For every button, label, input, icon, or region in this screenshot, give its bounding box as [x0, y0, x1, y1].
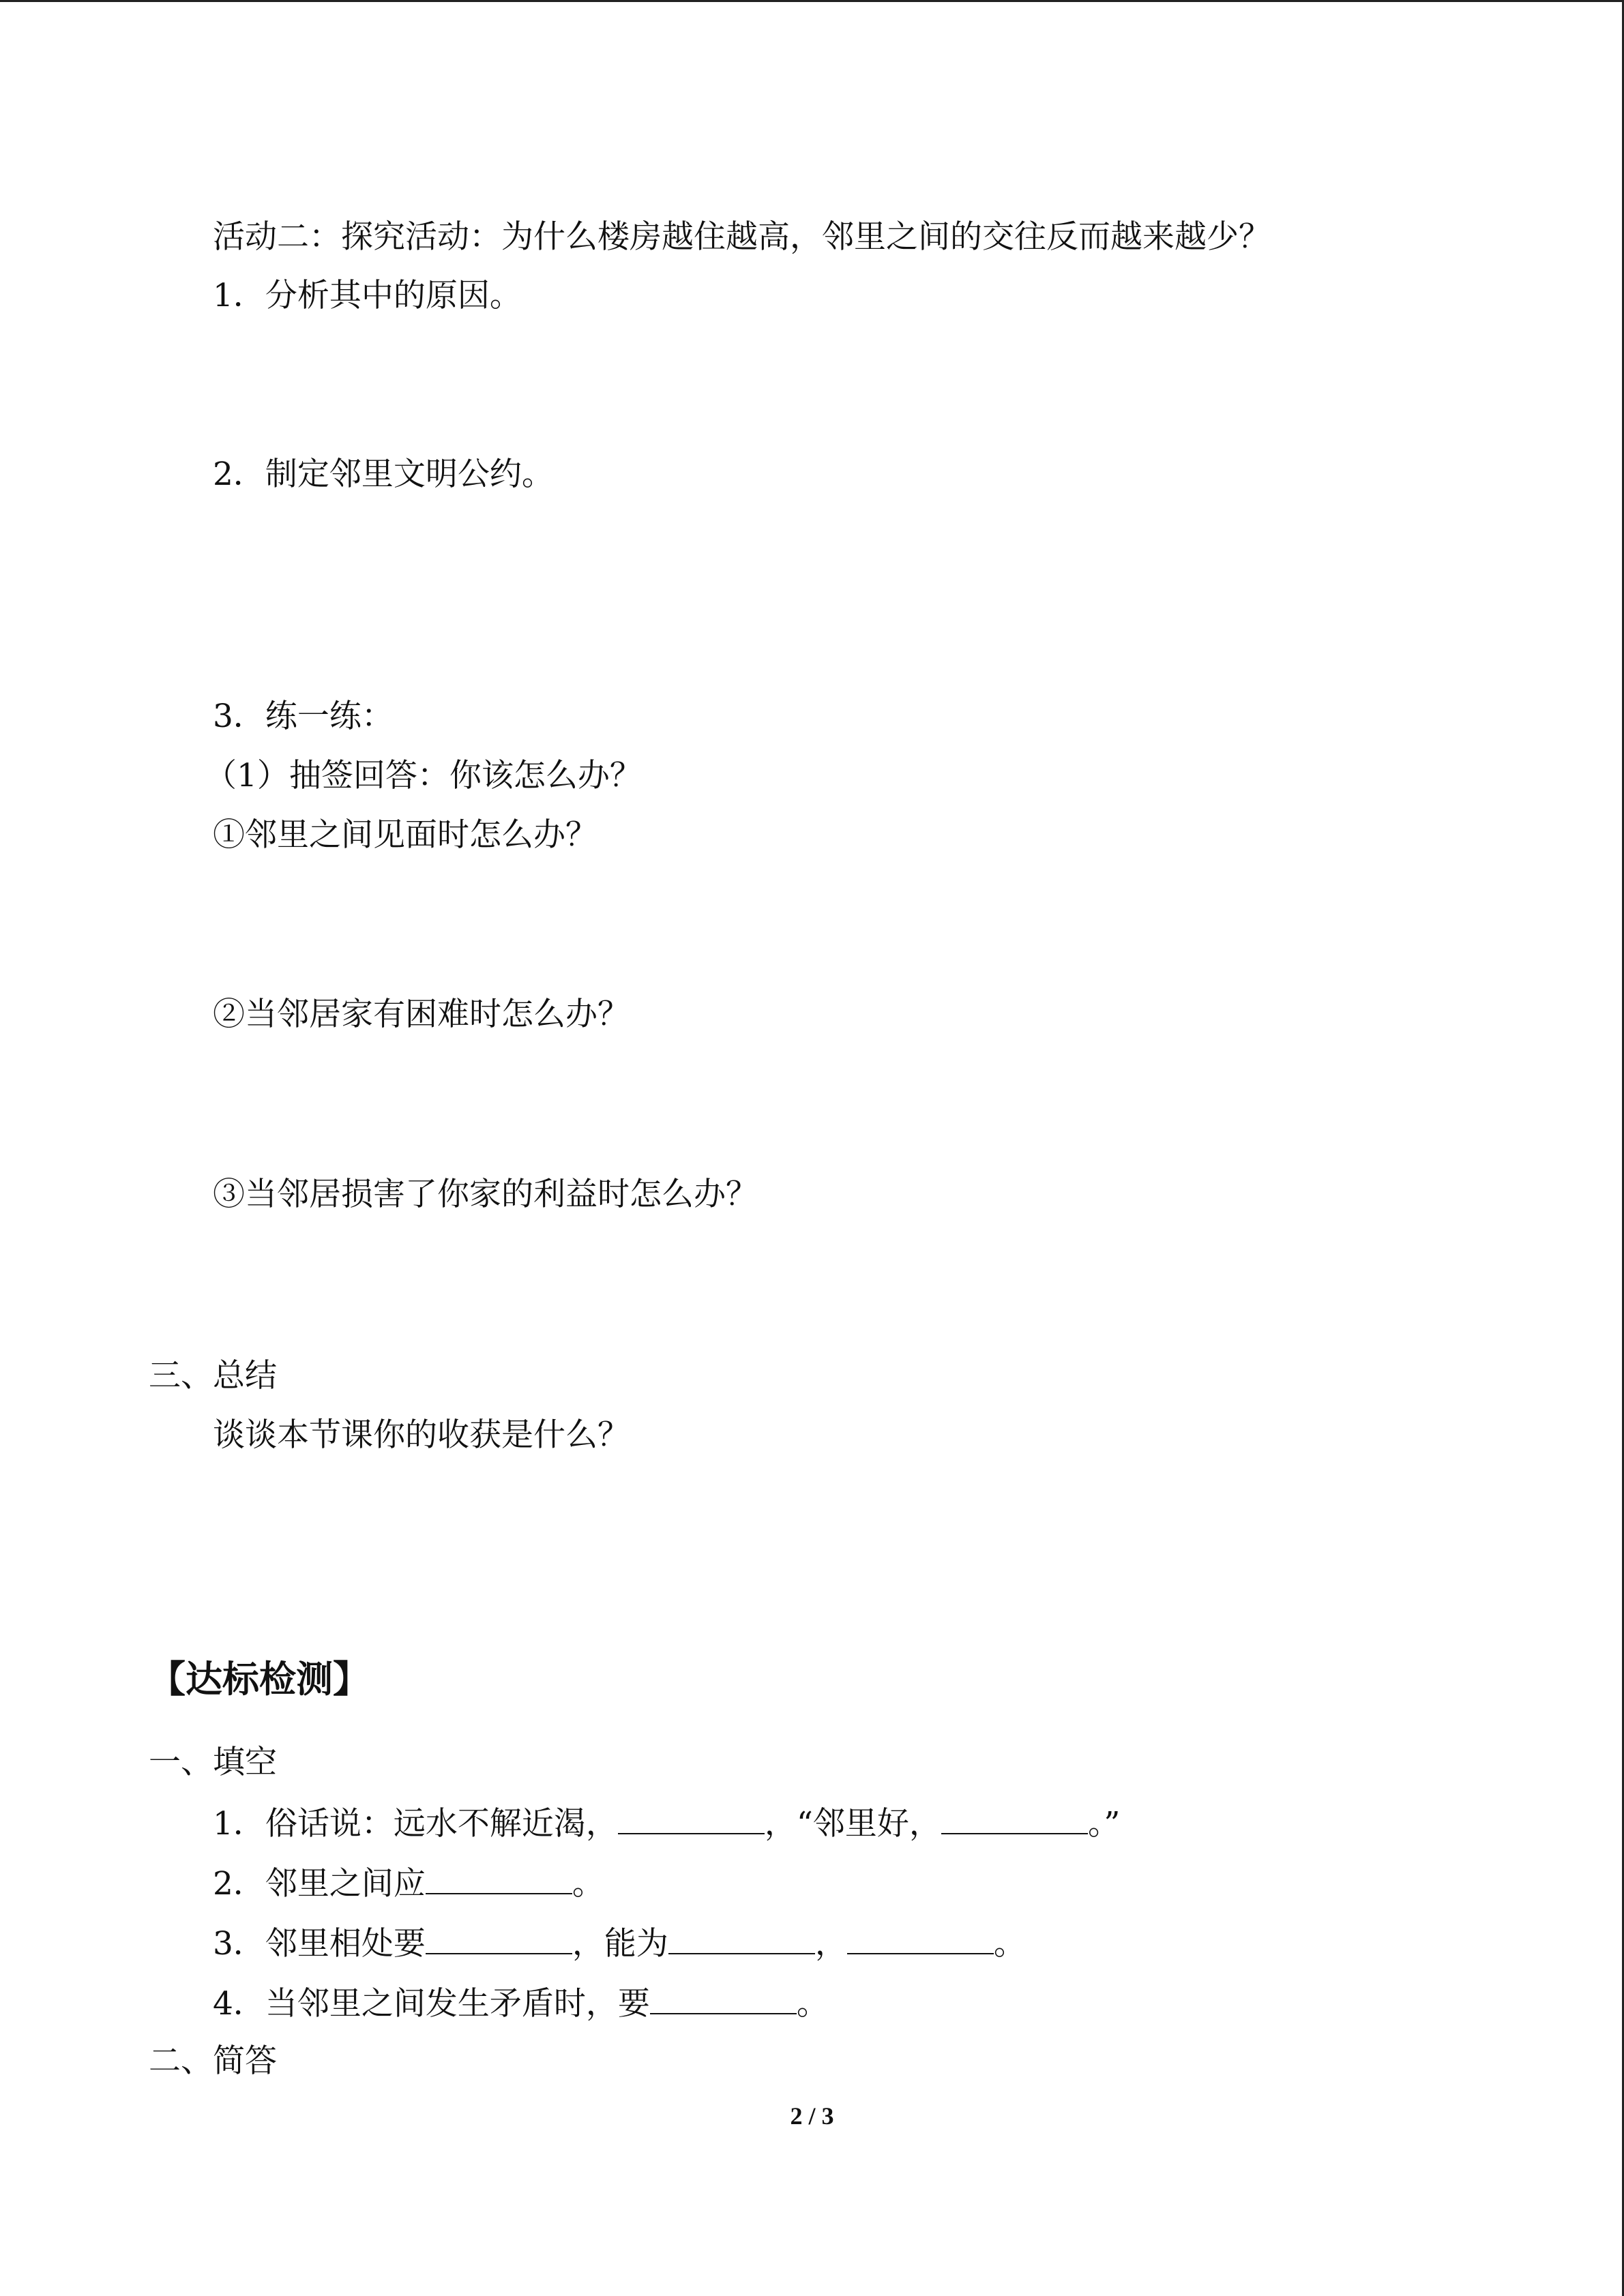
blank-1a[interactable] [618, 1802, 765, 1834]
summary-question: 谈谈本节课你的收获是什么？ [213, 1416, 630, 1454]
fill-item-4 [213, 1982, 829, 2025]
scenario-2: ②当邻居家有困难时怎么办？ [213, 996, 630, 1033]
fill-item-1-text-b: ，“邻里好， [764, 1805, 941, 1843]
question-3: 3．练一练： [213, 698, 394, 735]
summary-heading: 三、总结 [149, 1357, 277, 1395]
blank-3b[interactable] [668, 1922, 815, 1954]
blank-3a[interactable] [426, 1922, 572, 1954]
blank-3c[interactable] [847, 1922, 994, 1954]
scenario-3: ③当邻居损害了你家的利益时怎么办？ [213, 1176, 758, 1213]
page-number: 2 / 3 [790, 2102, 834, 2130]
blank-2[interactable] [426, 1862, 572, 1894]
question-2: 2．制定邻里文明公约。 [213, 456, 554, 493]
fill-item-3-text-c: ， [814, 1925, 847, 1963]
question-3-sub: （1）抽签回答：你该怎么办？ [205, 757, 642, 794]
fill-item-2-text-b: 。 [572, 1865, 604, 1903]
scenario-1: ①邻里之间见面时怎么办？ [213, 816, 597, 854]
question-1: 1．分析其中的原因。 [213, 277, 522, 314]
fill-item-4-text-b: 。 [796, 1985, 829, 2023]
fill-item-3-text-d: 。 [993, 1925, 1026, 1963]
short-answer-heading: 二、简答 [149, 2042, 277, 2080]
fill-item-3 [213, 1922, 1026, 1965]
fill-item-4-text-a: 4．当邻里之间发生矛盾时，要 [213, 1985, 650, 2023]
activity-title: 活动二：探究活动：为什么楼房越住越高，邻里之间的交往反而越来越少？ [213, 218, 1271, 256]
test-heading: 【达标检测】 [149, 1657, 370, 1701]
fill-item-3-text-a: 3．邻里相处要 [213, 1925, 426, 1963]
fill-heading: 一、填空 [149, 1744, 277, 1781]
fill-item-3-text-b: ，能为 [572, 1925, 668, 1963]
fill-item-1 [213, 1802, 1120, 1845]
fill-item-2 [213, 1862, 604, 1905]
blank-1b[interactable] [941, 1802, 1088, 1834]
fill-item-2-text-a: 2．邻里之间应 [213, 1865, 426, 1903]
fill-item-1-text-a: 1．俗话说：远水不解近渴， [213, 1805, 618, 1843]
fill-item-1-text-c: 。” [1087, 1805, 1121, 1843]
blank-4[interactable] [650, 1982, 797, 2014]
